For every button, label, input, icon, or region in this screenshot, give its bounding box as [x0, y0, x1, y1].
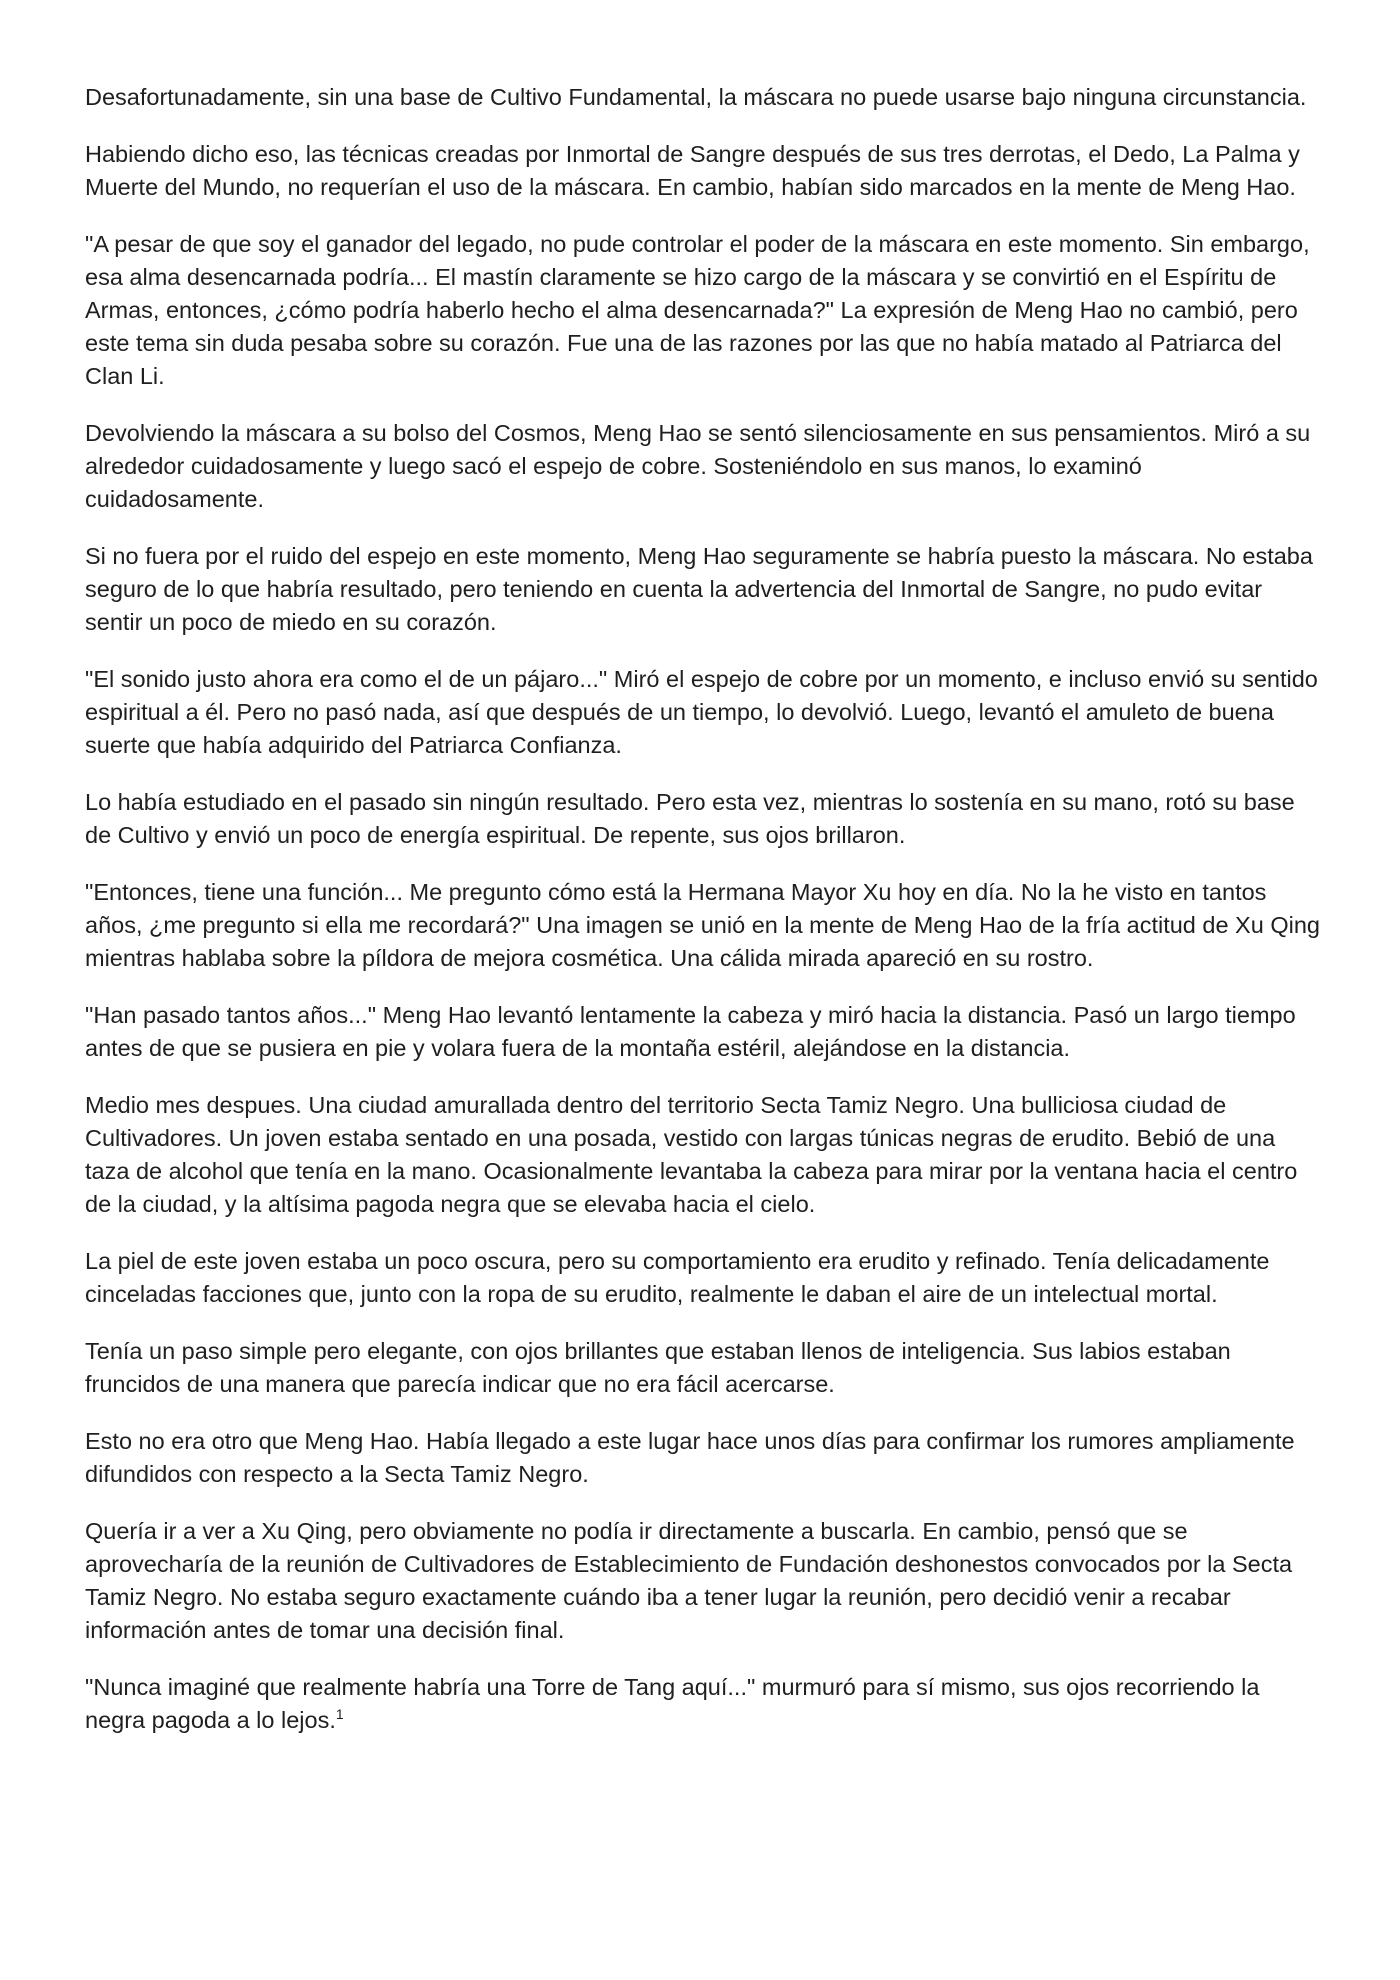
paragraph-6: "El sonido justo ahora era como el de un pájaro..." Miró el espejo de cobre por un momento, e incluso envió su sentido espiritual a él. Pero no pasó nada, así que después de un tiempo, lo devolvió. Luego, levantó el amuleto de buena suerte que había adquirido del Patriarca Confianza. — [85, 666, 1318, 758]
paragraph-9: "Han pasado tantos años..." Meng Hao levantó lentamente la cabeza y miró hacia la distancia. Pasó un largo tiempo antes de que se pusiera en pie y volara fuera de la montaña estéril, alejándose en la distancia. — [85, 1002, 1296, 1061]
paragraph-4: Devolviendo la máscara a su bolso del Cosmos, Meng Hao se sentó silenciosamente en sus pensamientos. Miró a su alrededor cuidadosamente y luego sacó el espejo de cobre. Sosteniéndolo en sus manos, lo examinó cuidadosamente. — [85, 420, 1311, 512]
paragraph-10: Medio mes despues. Una ciudad amurallada dentro del territorio Secta Tamiz Negro. Una bulliciosa ciudad de Cultivadores. Un joven estaba sentado en una posada, vestido con largas túnicas negras de erudito. Bebió de una taza de alcohol que tenía en la mano. Ocasionalmente levantaba la cabeza para mirar por la ventana hacia el centro de la ciudad, y la altísima pagoda negra que se elevaba hacia el cielo. — [85, 1092, 1298, 1217]
paragraph-7: Lo había estudiado en el pasado sin ningún resultado. Pero esta vez, mientras lo sostenía en su mano, rotó su base de Cultivo y envió un poco de energía espiritual. De repente, sus ojos brillaron. — [85, 789, 1295, 848]
paragraph-3: "A pesar de que soy el ganador del legado, no pude controlar el poder de la máscara en este momento. Sin embargo, esa alma desencarnada podría... El mastín claramente se hizo cargo de la máscara y se convirtió en el Espíritu de Armas, entonces, ¿cómo podría haberlo hecho el alma desencarnada?" La expresión de Meng Hao no cambió, pero este tema sin duda pesaba sobre su corazón. Fue una de las razones por las que no había matado al Patriarca del Clan Li. — [85, 231, 1310, 389]
paragraph-13: Esto no era otro que Meng Hao. Había llegado a este lugar hace unos días para confirmar los rumores ampliamente difundidos con respecto a la Secta Tamiz Negro. — [85, 1428, 1295, 1487]
paragraph-1: Desafortunadamente, sin una base de Cultivo Fundamental, la máscara no puede usarse bajo ninguna circunstancia. — [85, 84, 1307, 110]
paragraph-15-text: "Nunca imaginé que realmente habría una Torre de Tang aquí..." murmuró para sí mismo, sus ojos recorriendo la negra pagoda a lo lejos. — [85, 1674, 1260, 1733]
paragraph-2: Habiendo dicho eso, las técnicas creadas por Inmortal de Sangre después de sus tres derrotas, el Dedo, La Palma y Muerte del Mundo, no requerían el uso de la máscara. En cambio, habían sido marcados en la mente de Meng Hao. — [85, 141, 1300, 200]
paragraph-12: Tenía un paso simple pero elegante, con ojos brillantes que estaban llenos de inteligencia. Sus labios estaban fruncidos de una manera que parecía indicar que no era fácil acercarse. — [85, 1338, 1231, 1397]
paragraph-11: La piel de este joven estaba un poco oscura, pero su comportamiento era erudito y refinado. Tenía delicadamente cinceladas facciones que, junto con la ropa de su erudito, realmente le daban el aire de un intelectual mortal. — [85, 1248, 1270, 1307]
paragraph-15 — [85, 1671, 1320, 1737]
paragraph-14: Quería ir a ver a Xu Qing, pero obviamente no podía ir directamente a buscarla. En cambio, pensó que se aprovecharía de la reunión de Cultivadores de Establecimiento de Fundación deshonestos convocados por la Secta Tamiz Negro. No estaba seguro exactamente cuándo iba a tener lugar la reunión, pero decidió venir a recabar información antes de tomar una decisión final. — [85, 1518, 1293, 1643]
paragraph-8: "Entonces, tiene una función... Me pregunto cómo está la Hermana Mayor Xu hoy en día. No la he visto en tantos años, ¿me pregunto si ella me recordará?" Una imagen se unió en la mente de Meng Hao de la fría actitud de Xu Qing mientras hablaba sobre la píldora de mejora cosmética. Una cálida mirada apareció en su rostro. — [85, 879, 1320, 971]
footnote-marker: 1 — [335, 1706, 344, 1723]
paragraph-5: Si no fuera por el ruido del espejo en este momento, Meng Hao seguramente se habría puesto la máscara. No estaba seguro de lo que habría resultado, pero teniendo en cuenta la advertencia del Inmortal de Sangre, no pudo evitar sentir un poco de miedo en su corazón. — [85, 543, 1313, 635]
